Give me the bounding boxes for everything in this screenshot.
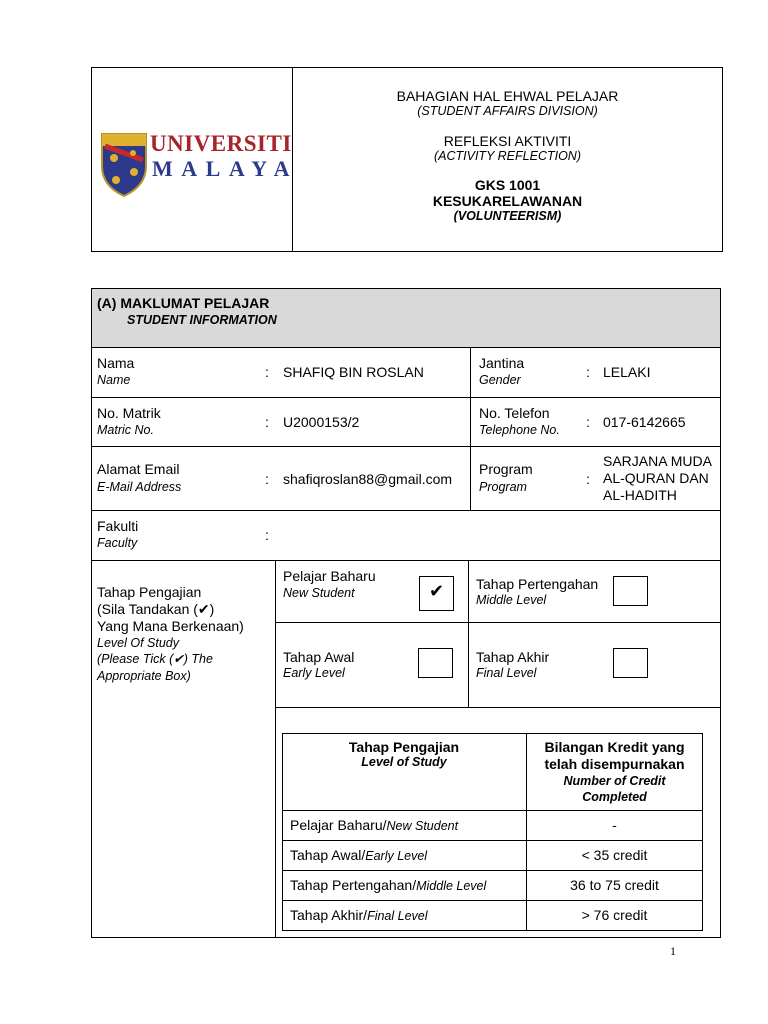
section-a-title: (A) MAKLUMAT PELAJAR (97, 295, 270, 311)
row-level: Pelajar Baharu/ (290, 817, 387, 833)
study-level-label-line: (Sila Tandakan (✔) (97, 601, 215, 617)
checkmark-icon: ✔ (428, 581, 445, 602)
row-credit: > 76 credit (581, 907, 648, 923)
study-level-label-line: Yang Mana Berkenaan) (97, 618, 244, 634)
credit-table-row-rule (282, 840, 703, 841)
row-credit: < 35 credit (581, 847, 648, 863)
document-title-en: (ACTIVITY REFLECTION) (433, 149, 581, 163)
logo-text-malaya: MALAYA (152, 156, 298, 181)
section-a-title-en: STUDENT INFORMATION (127, 313, 277, 327)
matric-label: No. Matrik (97, 405, 161, 421)
division-title-en: (STUDENT AFFAIRS DIVISION) (417, 104, 598, 118)
logo-text-universiti: UNIVERSITI (150, 131, 292, 156)
row-level: Tahap Pertengahan/ (290, 877, 417, 893)
gender-label-en: Gender (479, 373, 521, 387)
course-name: KESUKARELAWANAN (432, 193, 583, 209)
program-label-en: Program (479, 480, 527, 494)
row-rule (91, 446, 721, 447)
row-level: Tahap Akhir/ (290, 907, 368, 923)
final-level-checkbox[interactable] (613, 648, 648, 678)
colon: : (265, 364, 269, 380)
study-level-label-en: (Please Tick (✔) The (97, 652, 213, 666)
row-credit: - (612, 817, 617, 833)
middle-level-checkbox[interactable] (613, 576, 648, 606)
row-level-en: Middle Level (416, 879, 487, 893)
credit-header-line: Bilangan Kredit yang (544, 739, 685, 755)
course-code: GKS 1001 (474, 177, 541, 193)
table-row (290, 847, 427, 863)
name-label-en: Name (97, 373, 131, 387)
option-middle-level-label-en: Middle Level (476, 593, 547, 607)
row-level-en: New Student (386, 819, 459, 833)
gender-label: Jantina (479, 355, 525, 371)
page-number: 1 (670, 944, 676, 958)
email-value[interactable]: shafiqroslan88@gmail.com (283, 471, 453, 487)
colon: : (265, 527, 269, 543)
level-of-study-header: Tahap Pengajian (348, 739, 460, 755)
row-rule (91, 397, 721, 398)
university-crest-icon (99, 128, 149, 198)
phone-value[interactable]: 017-6142665 (603, 414, 686, 430)
credit-table-header-level (282, 739, 526, 769)
program-value[interactable] (603, 453, 712, 504)
course-name-en: (VOLUNTEERISM) (453, 209, 562, 223)
credit-header-line: telah disempurnakan (544, 756, 685, 772)
option-early-level-label: Tahap Awal (283, 649, 355, 665)
early-level-checkbox[interactable] (418, 648, 453, 678)
program-label: Program (479, 461, 533, 477)
name-value[interactable]: SHAFIQ BIN ROSLAN (283, 364, 424, 380)
phone-label: No. Telefon (479, 405, 550, 421)
division-title: BAHAGIAN HAL EHWAL PELAJAR (396, 88, 619, 104)
credit-table-row-rule (282, 870, 703, 871)
table-row (290, 817, 458, 833)
option-early-level-label-en: Early Level (283, 666, 345, 680)
row-level-en: Early Level (365, 849, 428, 863)
colon: : (265, 471, 269, 487)
university-logo (99, 128, 298, 200)
study-level-label-line: Tahap Pengajian (97, 584, 202, 600)
credit-table-header-credit (526, 739, 703, 805)
colon: : (586, 471, 590, 487)
credit-header-en-line: Completed (582, 790, 647, 804)
colon: : (586, 414, 590, 430)
row-rule (91, 510, 721, 511)
study-level-label-en: Appropriate Box) (97, 669, 191, 683)
gender-value[interactable]: LELAKI (603, 364, 651, 380)
table-row (290, 877, 486, 893)
column-rule (275, 560, 276, 938)
email-label-en: E-Mail Address (97, 480, 182, 494)
colon: : (265, 414, 269, 430)
phone-label-en: Telephone No. (479, 423, 560, 437)
program-value-line: AL-HADITH (603, 487, 677, 503)
option-final-level-label-en: Final Level (476, 666, 537, 680)
row-rule (275, 622, 721, 623)
matric-label-en: Matric No. (97, 423, 154, 437)
new-student-checkbox[interactable] (419, 576, 454, 611)
program-value-line: AL-QURAN DAN (603, 470, 709, 486)
header-titles (292, 88, 723, 223)
row-rule (91, 347, 721, 348)
credit-header-en-line: Number of Credit (563, 774, 666, 788)
credit-table-row-rule (282, 810, 703, 811)
name-label: Nama (97, 355, 135, 371)
document-title: REFLEKSI AKTIVITI (443, 133, 572, 149)
study-level-label (97, 584, 244, 684)
email-label: Alamat Email (97, 461, 180, 477)
colon: : (586, 364, 590, 380)
row-level-en: Final Level (367, 909, 428, 923)
row-credit: 36 to 75 credit (570, 877, 659, 893)
column-rule (468, 560, 469, 707)
faculty-label-en: Faculty (97, 536, 138, 550)
row-rule (275, 707, 721, 708)
option-final-level-label: Tahap Akhir (476, 649, 550, 665)
row-level: Tahap Awal/ (290, 847, 366, 863)
level-of-study-header-en: Level of Study (361, 755, 447, 769)
table-row (290, 907, 428, 923)
program-value-line: SARJANA MUDA (603, 453, 712, 469)
row-rule (91, 560, 721, 561)
option-middle-level-label: Tahap Pertengahan (476, 576, 599, 592)
credit-table-row-rule (282, 900, 703, 901)
matric-value[interactable]: U2000153/2 (283, 414, 360, 430)
column-rule (470, 347, 471, 510)
option-new-student-label-en: New Student (283, 586, 355, 600)
faculty-label: Fakulti (97, 518, 139, 534)
option-new-student-label: Pelajar Baharu (283, 568, 376, 584)
study-level-label-en: Level Of Study (97, 636, 179, 650)
